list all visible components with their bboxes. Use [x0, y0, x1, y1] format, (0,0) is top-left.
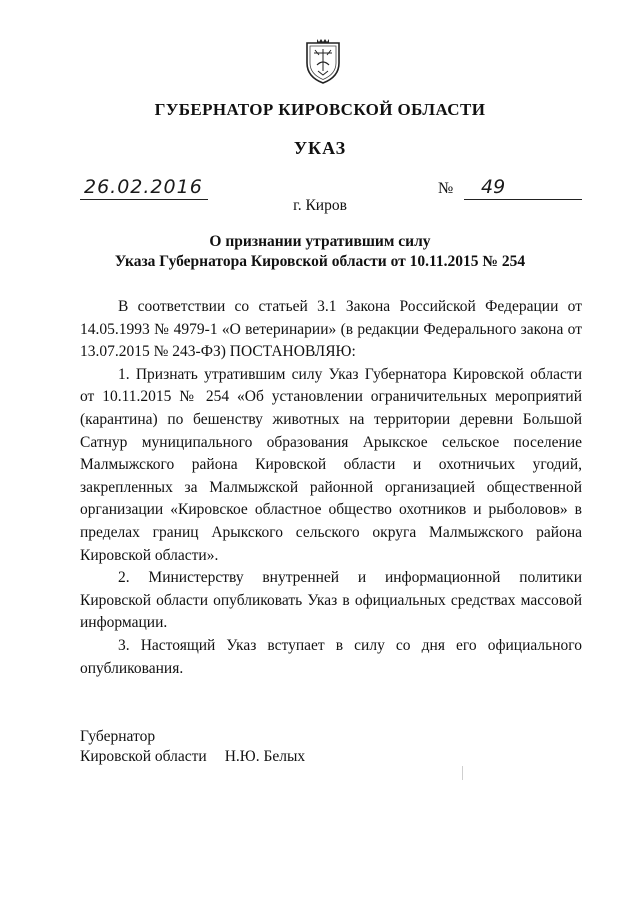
decree-body — [80, 296, 582, 680]
decree-date-value: 26.02.2016 — [84, 176, 203, 198]
coat-of-arms-icon — [301, 37, 345, 85]
clause-1-paragraph: 1. Признать утратившим силу Указ Губернатора Кировской области от 10.11.2015 № 254 «Об установлении ограничительных мероприятий (карантина) по бешенству животных на территории деревни Большой Сатнур муниципального образования Арыкское сельское поселение Малмыжского района Кировской области и охотничьих угодий, закрепленных за Малмыжской районной организацией общественной организации «Кировское областное общество охотников и рыболовов» в пределах границ Арыкского сельского округа Малмыжского района Кировской области». — [80, 365, 582, 564]
decree-title-line-1: О признании утратившим силу — [209, 233, 431, 250]
document-type: УКАЗ — [293, 138, 347, 158]
decree-title-line-2: Указа Губернатора Кировской области от 10.11.2015 № 254 — [114, 253, 526, 270]
preamble-paragraph: В соответствии со статьей 3.1 Закона Российской Федерации от 14.05.1993 № 4979-1 «О ветеринарии» (в редакции Федерального закона от 13.07.2015 № 243-ФЗ) ПОСТАНОВЛЯЮ: — [80, 298, 582, 361]
clause-3-paragraph: 3. Настоящий Указ вступает в силу со дня его официального опубликования. — [80, 636, 582, 677]
signatory-position: Губернатор — [80, 728, 156, 745]
number-sign: № — [438, 180, 454, 197]
signature-block — [80, 727, 305, 767]
signatory-region: Кировской области — [80, 748, 207, 765]
decree-number-value: 49 — [481, 176, 506, 198]
issuing-authority: ГУБЕРНАТОР КИРОВСКОЙ ОБЛАСТИ — [154, 100, 486, 119]
signatory-line — [80, 747, 305, 767]
decree-title — [60, 232, 580, 272]
city: г. Киров — [293, 197, 347, 214]
signatory-name: Н.Ю. Белых — [224, 748, 306, 765]
clause-2-paragraph: 2. Министерству внутренней и информационной политики Кировской области опубликовать Указ в официальных средствах массовой информации. — [80, 569, 582, 632]
scan-mark — [462, 766, 463, 780]
